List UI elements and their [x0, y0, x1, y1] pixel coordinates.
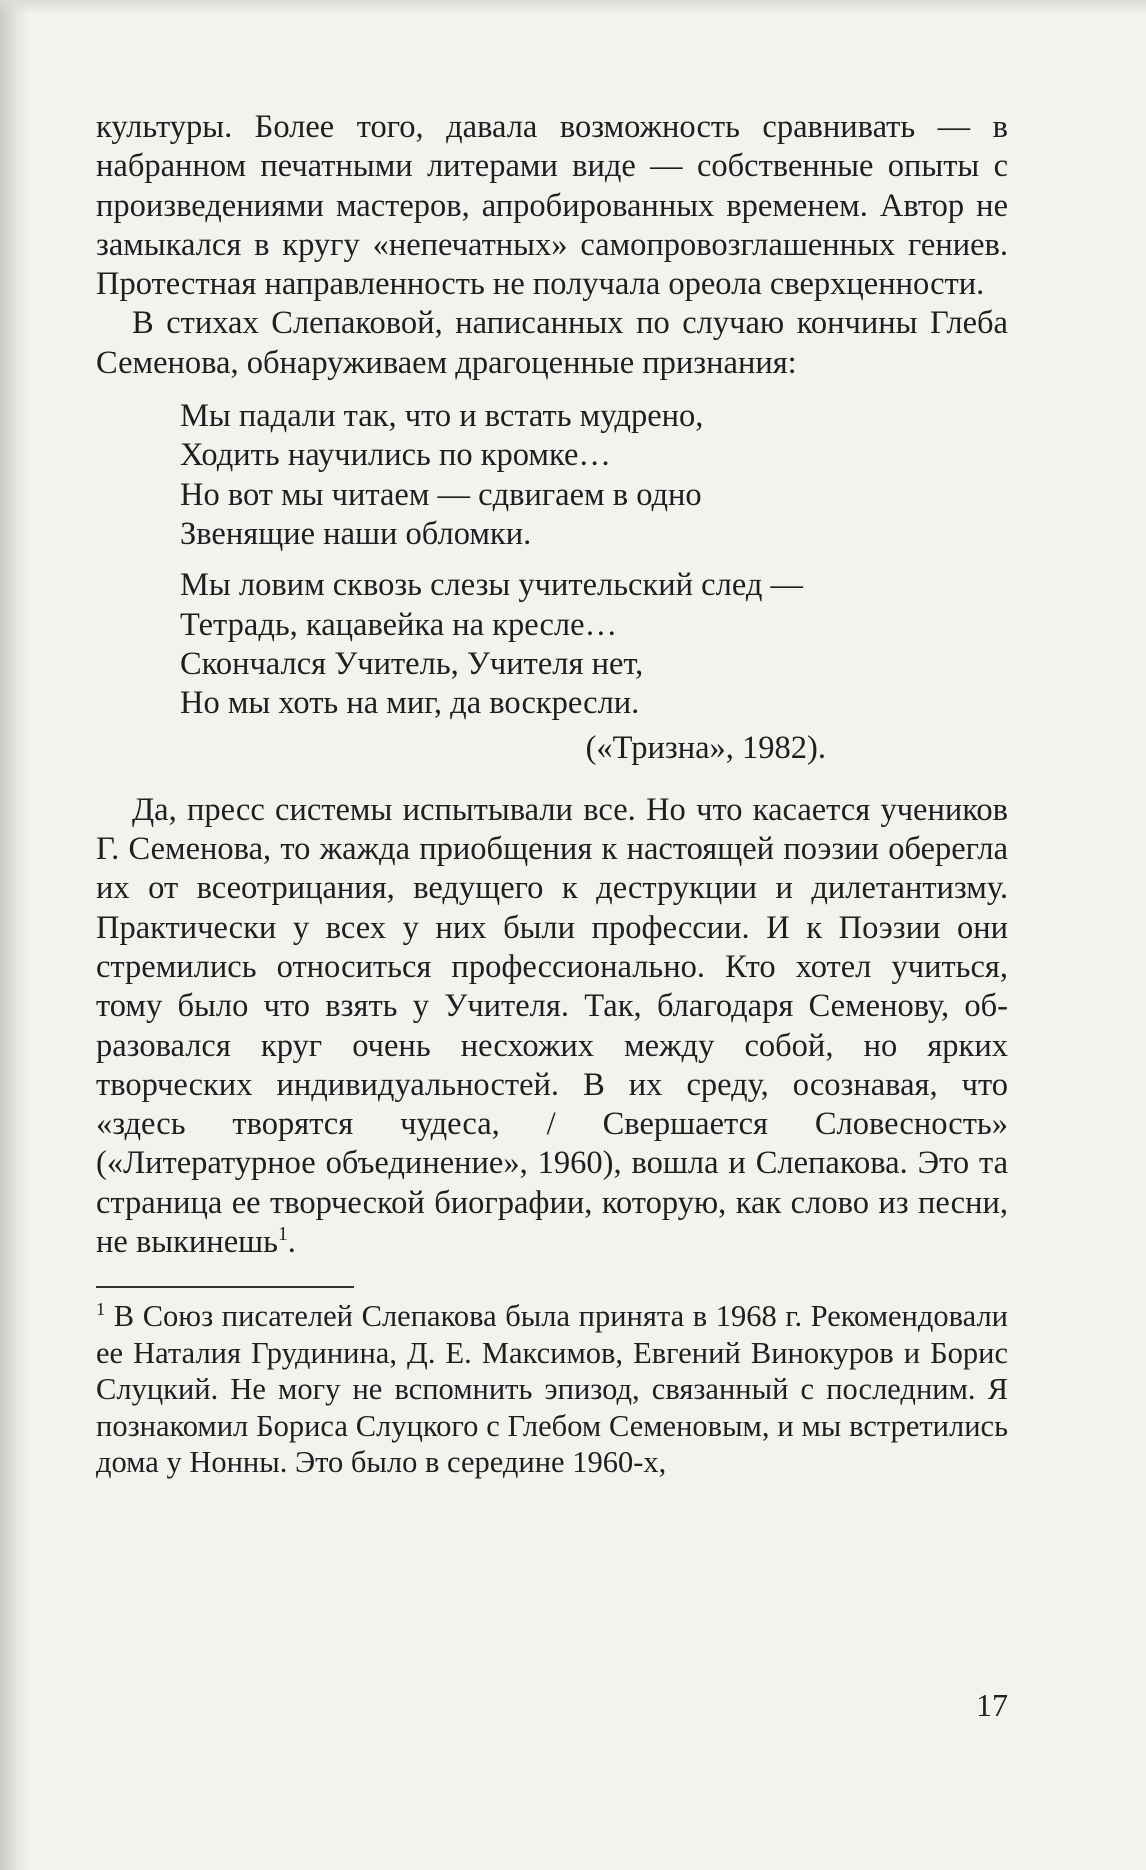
poem-source: («Тризна», 1982). — [585, 730, 826, 767]
poem-line: Ходить научились по кромке… — [180, 437, 611, 474]
poem-line: Звенящие наши обломки. — [180, 515, 532, 552]
poem-line: Мы падали так, что и встать мудрено, — [180, 398, 704, 435]
footnote-reference[interactable]: 1 — [277, 1224, 288, 1246]
footnote-marker: 1 — [96, 1299, 106, 1320]
paragraph-3 — [96, 791, 1008, 1263]
paragraph-2: В стихах Слепаковой, написанных по случаю кончины Глеба Семенова, обнаруживаем драгоценные признания: — [96, 305, 1008, 381]
poem-stanza-1 — [180, 397, 1008, 554]
footnote — [96, 1298, 1008, 1481]
page-top-shadow — [0, 0, 1146, 14]
page-edge-shadow — [0, 0, 30, 1870]
poem-stanza-2 — [180, 566, 1008, 723]
poem-line: Тетрадь, кацавейка на кресле… — [180, 606, 618, 643]
paragraph-3-tail: . — [287, 1224, 296, 1261]
poem-line: Но вот мы читаем — сдвигаем в одно — [180, 476, 702, 513]
paragraph-3-text: Да, пресс системы испытывали все. Но что касается учеников Г. Семенова, то жажда приобщения к настоящей поэзии оберегла их от всеотрицания, ведущего к деструкции и дилетантизму. Практически у всех у них были профессии. И к Поэзии они стремились относиться профессионально. Кто хотел учиться, тому было что взять у Учителя. Так, благодаря Семенову, образовался круг очень несхожих между собой, но ярких творческих индивидуальностей. В их среду, осознавая, что «здесь творятся чудеса, / Свершается Словесность» («Литературное объединение», 1960), вошла и Слепакова. Это та страница ее творческой биографии, которую, как слово из песни, не выкинешь — [96, 791, 1008, 1261]
poem-line: Но мы хоть на миг, да воскресли. — [180, 685, 640, 722]
page-body — [96, 108, 1008, 1481]
page-number: 17 — [976, 1687, 1008, 1723]
poem-line: Мы ловим сквозь слезы учительский след — — [180, 567, 803, 604]
paragraph-1: культуры. Более того, давала возможность сравнивать — в набранном печатными литерами виде — собственные опыты с произведениями мастеров, апробированных временем. Автор не замыкался в кругу «непечатных» самопровозглашенных гениев. Протестная направленность не получала ореола сверхценности. — [96, 109, 1008, 303]
footnote-divider — [96, 1286, 354, 1288]
poem-line: Скончался Учитель, Учителя нет, — [180, 645, 644, 682]
poem — [180, 397, 1008, 769]
footnote-text: В Союз писателей Слепакова была принята в 1968 г. Рекомендовали ее Наталия Грудинина, Д. Е. Максимов, Евгений Винокуров и Борис Слуцкий. Не могу не вспомнить эпизод, связанный с последним. Я познакомил Бориса Слуцкого с Глебом Семеновым, и мы встретились дома у Нонны. Это было в середине 1960-х, — [96, 1299, 1008, 1480]
